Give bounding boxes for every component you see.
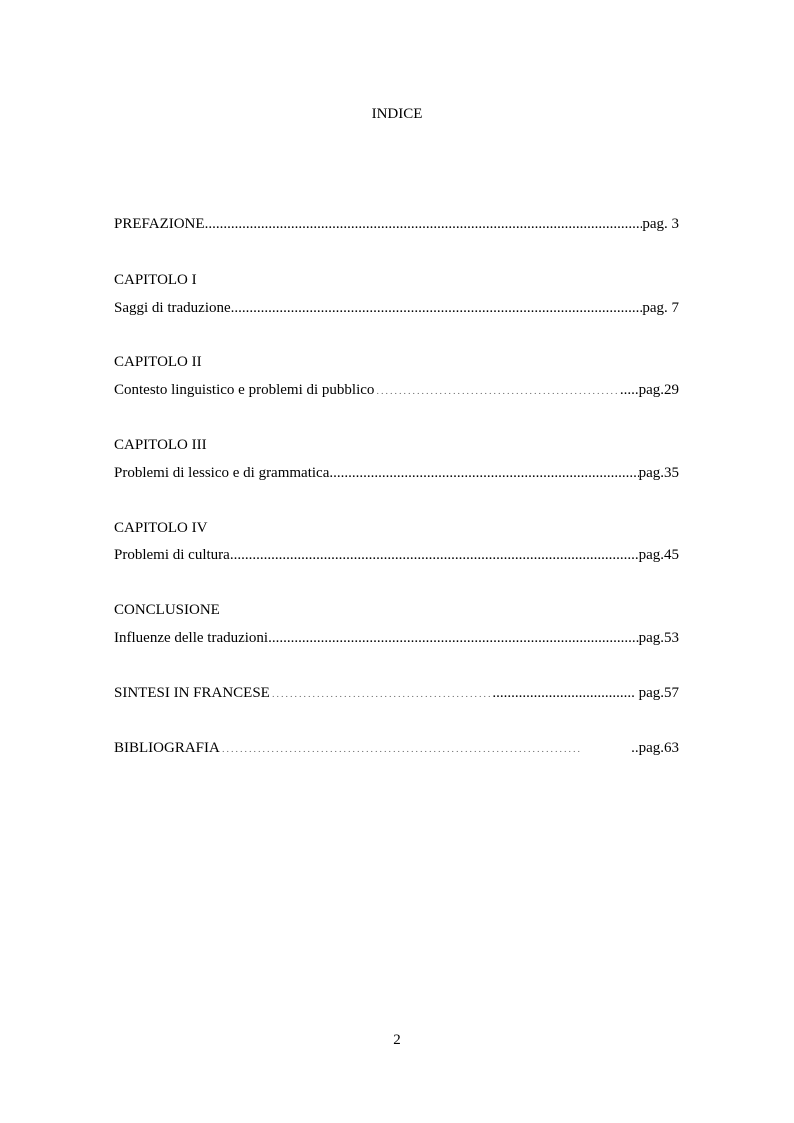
toc-entry-prefazione xyxy=(114,214,679,234)
dot-leader xyxy=(270,683,492,704)
toc-entry-capitolo-3 xyxy=(114,463,679,483)
chapter-heading: CONCLUSIONE xyxy=(114,602,220,618)
dot-leader xyxy=(268,628,638,648)
toc-entry-label: Contesto linguistico e problemi di pubblico xyxy=(114,382,375,398)
chapter-heading: CAPITOLO I xyxy=(114,272,197,288)
toc-entry-label: BIBLIOGRAFIA xyxy=(114,740,220,756)
dot-leader xyxy=(329,463,638,483)
page-title: INDICE xyxy=(371,106,423,122)
toc-entry-page: pag.53 xyxy=(638,630,679,646)
chapter-heading: CAPITOLO II xyxy=(114,354,202,370)
toc-entry-page: pag.45 xyxy=(638,547,679,563)
chapter-heading: CAPITOLO IV xyxy=(114,520,208,536)
toc-entry-label: Problemi di cultura xyxy=(114,547,230,563)
toc-entry-label: Problemi di lessico e di grammatica xyxy=(114,465,330,481)
dot-leader xyxy=(230,545,639,565)
toc-entry-bibliografia xyxy=(114,738,679,759)
toc-entry-label: PREFAZIONE xyxy=(114,216,205,232)
dot-leader xyxy=(220,738,631,759)
chapter-heading: CAPITOLO III xyxy=(114,437,207,453)
toc-entry-label: SINTESI IN FRANCESE xyxy=(114,685,270,701)
toc-entry-page: ...................................... pag.57 xyxy=(492,685,679,701)
toc-entry-page: pag.35 xyxy=(638,465,679,481)
toc-entry-label: Saggi di traduzione xyxy=(114,300,231,316)
dot-leader xyxy=(374,380,619,401)
toc-entry-page: pag. 7 xyxy=(642,300,679,316)
toc-entry-label: Influenze delle traduzioni xyxy=(114,630,269,646)
dot-leader xyxy=(231,298,643,318)
toc-entry-capitolo-4 xyxy=(114,545,679,565)
toc-entry-capitolo-1 xyxy=(114,298,679,318)
toc-entry-capitolo-2 xyxy=(114,380,679,401)
toc-entry-page: pag. 3 xyxy=(642,216,679,232)
toc-entry-page: .....pag.29 xyxy=(619,382,679,398)
toc-entry-conclusione xyxy=(114,628,679,648)
page-number: 2 xyxy=(393,1032,401,1048)
toc-entry-page: ..pag.63 xyxy=(631,740,679,756)
toc-entry-sintesi xyxy=(114,683,679,704)
dot-leader xyxy=(205,214,643,234)
